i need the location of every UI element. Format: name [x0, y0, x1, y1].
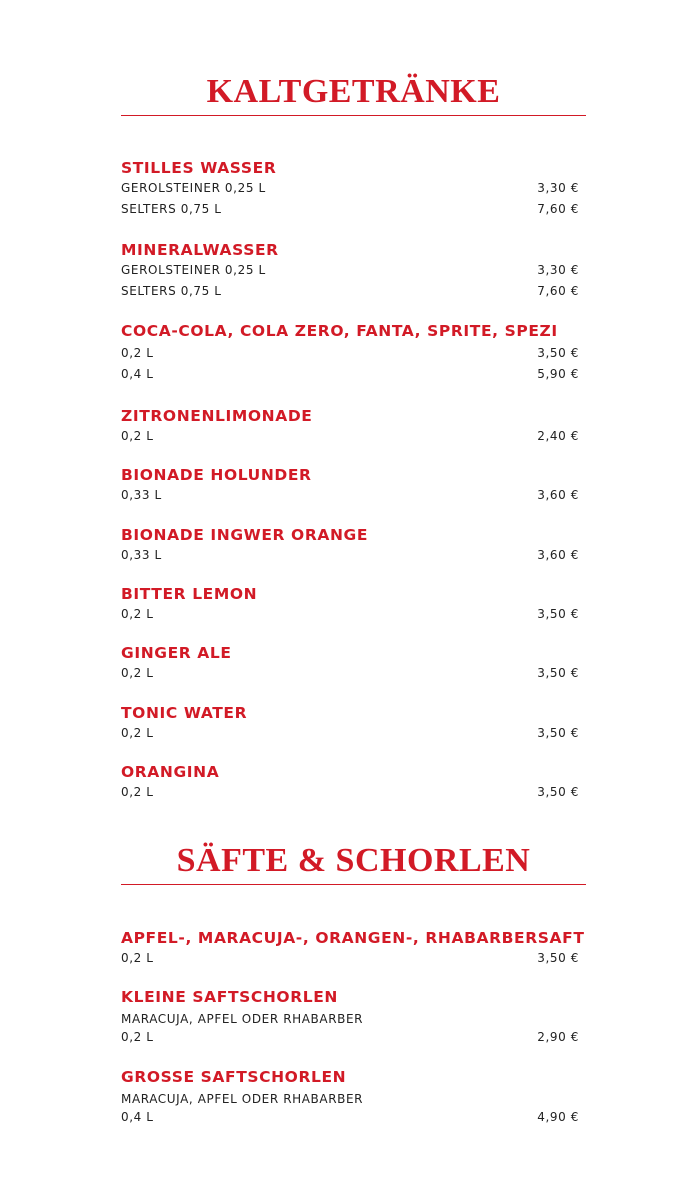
price-row: [121, 343, 579, 364]
menu-item-bionade-holunder: [121, 465, 579, 506]
item-price: 3,60 €: [537, 488, 579, 502]
item-size: 0,2 L: [121, 951, 154, 965]
item-size: 0,2 L: [121, 346, 154, 360]
item-size: 0,33 L: [121, 488, 162, 502]
item-name: GROSSE SAFTSCHORLEN: [121, 1068, 347, 1086]
item-name: KLEINE SAFTSCHORLEN: [121, 988, 338, 1006]
item-price: 4,90 €: [537, 1110, 579, 1124]
item-price: 3,50 €: [537, 346, 579, 360]
item-size: 0,4 L: [121, 1110, 154, 1124]
menu-item-bionade-ingwer-orange: [121, 525, 579, 566]
section-divider: [121, 115, 586, 116]
price-row: [121, 782, 579, 803]
item-size: 0,2 L: [121, 666, 154, 680]
item-name: MINERALWASSER: [121, 241, 279, 259]
price-row: [121, 604, 579, 625]
item-name: ORANGINA: [121, 763, 220, 781]
item-price: 3,50 €: [537, 951, 579, 965]
menu-item-softdrinks: [121, 321, 579, 385]
section-divider: [121, 884, 586, 885]
item-size: 0,2 L: [121, 726, 154, 740]
item-name: TONIC WATER: [121, 704, 248, 722]
item-size: 0,33 L: [121, 548, 162, 562]
item-name: APFEL-, MARACUJA-, ORANGEN-, RHABARBERSAFT: [121, 929, 585, 947]
section-saefte-header: [121, 841, 586, 881]
item-name: BIONADE INGWER ORANGE: [121, 526, 369, 544]
menu-item-saefte: [121, 928, 585, 969]
menu-item-tonic-water: [121, 703, 579, 744]
price-row: [121, 364, 579, 385]
item-price: 3,60 €: [537, 548, 579, 562]
item-size: SELTERS 0,75 L: [121, 202, 222, 216]
item-description: MARACUJA, APFEL ODER RHABARBER: [121, 1012, 364, 1026]
item-description: MARACUJA, APFEL ODER RHABARBER: [121, 1092, 364, 1106]
item-size: GEROLSTEINER 0,25 L: [121, 263, 266, 277]
item-price: 2,90 €: [537, 1030, 579, 1044]
section-title: KALTGETRÄNKE: [206, 73, 501, 110]
item-size: GEROLSTEINER 0,25 L: [121, 181, 266, 195]
menu-item-mineralwasser: [121, 240, 579, 302]
price-row: [121, 281, 579, 302]
item-name: GINGER ALE: [121, 644, 232, 662]
item-price: 3,50 €: [537, 607, 579, 621]
price-row: [121, 485, 579, 506]
item-name: STILLES WASSER: [121, 159, 277, 177]
item-price: 3,30 €: [537, 263, 579, 277]
price-row: [121, 948, 579, 969]
price-row: [121, 663, 579, 684]
item-size: 0,2 L: [121, 1030, 154, 1044]
price-row: [121, 260, 579, 281]
menu-item-orangina: [121, 762, 579, 803]
item-price: 3,30 €: [537, 181, 579, 195]
item-name: ZITRONENLIMONADE: [121, 407, 313, 425]
price-row: [121, 1109, 579, 1126]
menu-item-zitronenlimonade: [121, 406, 579, 447]
price-row: [121, 199, 579, 220]
item-name: COCA-COLA, COLA ZERO, FANTA, SPRITE, SPEZI: [121, 322, 558, 340]
item-size: 0,2 L: [121, 785, 154, 799]
item-name: BIONADE HOLUNDER: [121, 466, 312, 484]
item-price: 3,50 €: [537, 785, 579, 799]
item-price: 3,50 €: [537, 726, 579, 740]
price-row: [121, 545, 579, 566]
price-row: [121, 723, 579, 744]
section-title: SÄFTE & SCHORLEN: [176, 842, 531, 879]
item-size: 0,2 L: [121, 607, 154, 621]
item-price: 2,40 €: [537, 429, 579, 443]
item-name: BITTER LEMON: [121, 585, 258, 603]
menu-item-kleine-saftschorlen: [121, 987, 579, 1046]
item-size: 0,4 L: [121, 367, 154, 381]
section-kaltgetraenke-header: [121, 72, 586, 112]
item-price: 3,50 €: [537, 666, 579, 680]
menu-item-grosse-saftschorlen: [121, 1067, 579, 1126]
price-row: [121, 426, 579, 447]
item-price: 7,60 €: [537, 202, 579, 216]
menu-item-bitter-lemon: [121, 584, 579, 625]
item-price: 7,60 €: [537, 284, 579, 298]
price-row: [121, 1029, 579, 1046]
menu-item-ginger-ale: [121, 643, 579, 684]
item-size: 0,2 L: [121, 429, 154, 443]
item-price: 5,90 €: [537, 367, 579, 381]
menu-item-stilles-wasser: [121, 158, 579, 220]
price-row: [121, 178, 579, 199]
item-size: SELTERS 0,75 L: [121, 284, 222, 298]
